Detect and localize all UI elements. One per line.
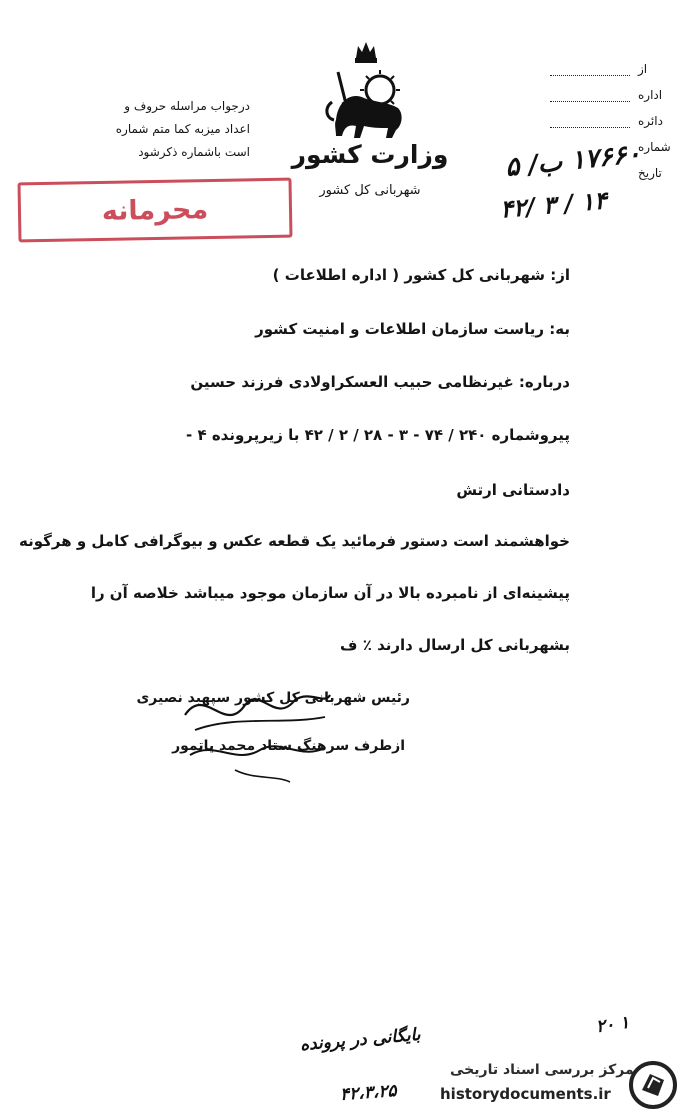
field-division — [548, 114, 688, 140]
letter-reference-line: پیروشماره ۲۴۰ / ۷۴ - ۳ - ۲۸ / ۲ / ۴۲ با زیرپرونده ۴ - — [185, 426, 570, 444]
watermark-url: historydocuments.ir — [440, 1085, 611, 1103]
field-dotted-line — [550, 127, 630, 128]
ministry-title: وزارت کشور — [291, 140, 449, 169]
reply-instruction-line: است باشماره ذکرشود — [138, 145, 250, 159]
signature-on-behalf-line: ازطرف سرهنگ ستاد محمد یاتمور — [172, 738, 405, 754]
reply-instructions — [100, 95, 250, 164]
signature-chief-line: رئیس شهربانی کل کشور سپهبد نصیری — [136, 690, 410, 706]
archive-handwritten-note: بایگانی در پرونده — [299, 1024, 422, 1056]
letter-from-line: از: شهربانی کل کشور ( اداره اطلاعات ) — [272, 266, 570, 284]
handwritten-letter-number: ۱۷۶۶۰ ب/ ۵ — [503, 138, 643, 184]
handwritten-letter-date: ۴۲/ ۳ / ۱۴ — [498, 185, 609, 224]
field-label: از — [638, 62, 648, 76]
letter-paragraph-line: خواهشمند است دستور فرمائید یک قطعه عکس و بیوگرافی کامل و هرگونه — [19, 532, 570, 550]
letter-paragraph-line: پیشینه‌ای از نامبرده بالا در آن سازمان موجود میباشد خلاصه آن را — [90, 584, 570, 602]
historydocuments-logo-icon — [628, 1060, 678, 1110]
handwritten-initials-scribble — [175, 720, 335, 790]
letter-court-line: دادستانی ارتش — [456, 481, 570, 499]
letter-to-line: به: ریاست سازمان اطلاعات و امنیت کشور — [255, 320, 570, 338]
letter-subject-line: درباره: غیرنظامی حبیب العسکراولادی فرزند حسین — [190, 373, 570, 391]
field-label: دائره — [638, 114, 663, 128]
lion-and-sun-emblem-icon — [318, 42, 414, 142]
field-label: اداره — [638, 88, 663, 102]
field-department — [548, 88, 688, 114]
archive-corner-mark: ۲۰ ۱ — [594, 1012, 631, 1038]
letter-paragraph-line: بشهربانی کل ارسال دارند ٪ ف — [340, 636, 570, 654]
confidential-stamp: محرمانه — [17, 178, 292, 243]
field-dotted-line — [550, 75, 630, 76]
field-from — [548, 62, 688, 88]
field-dotted-line — [550, 101, 630, 102]
reply-instruction-line: درجواب مراسله حروف و — [124, 99, 250, 113]
archive-handwritten-number: ۴۲،۳،۲۵ — [339, 1081, 398, 1105]
field-label: شماره — [638, 140, 671, 154]
field-label: تاریخ — [638, 166, 662, 180]
department-subtitle: شهربانی کل کشور — [319, 183, 421, 198]
watermark-name: مرکز بررسی اسناد تاریخی — [450, 1062, 634, 1078]
reply-instruction-line: اعداد میزبه کما متم شماره — [115, 122, 250, 136]
